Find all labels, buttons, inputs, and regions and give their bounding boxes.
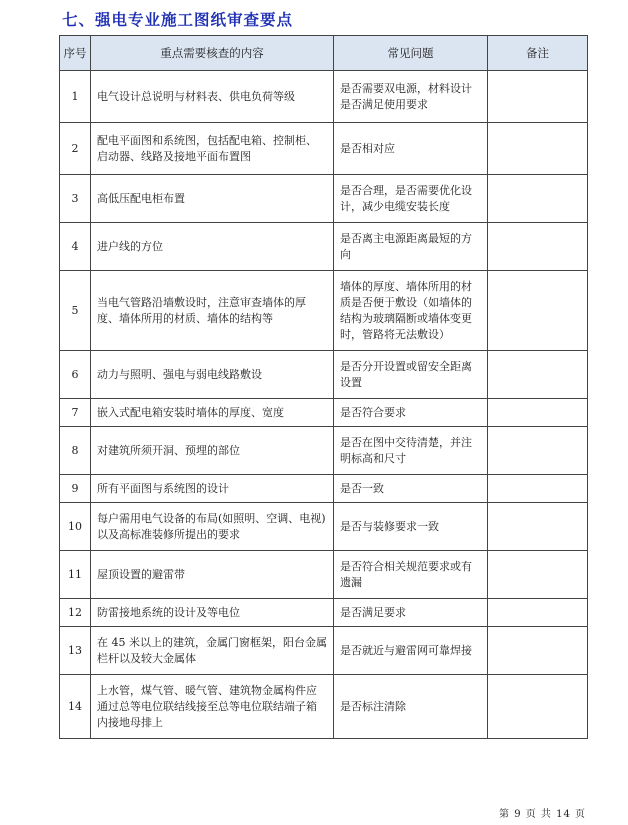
check-item: 防雷接地系统的设计及等电位 <box>91 599 334 627</box>
common-issue: 是否离主电源距离最短的方向 <box>334 223 488 271</box>
remark-cell <box>488 351 588 399</box>
header-item: 重点需要核查的内容 <box>91 36 334 71</box>
table-row <box>60 551 588 599</box>
row-number: 2 <box>60 123 91 175</box>
remark-cell <box>488 223 588 271</box>
table-row <box>60 599 588 627</box>
table-row <box>60 351 588 399</box>
header-issue: 常见问题 <box>334 36 488 71</box>
table-row <box>60 123 588 175</box>
section-title: 七、强电专业施工图纸审查要点 <box>62 11 294 29</box>
check-item: 高低压配电柜布置 <box>91 175 334 223</box>
common-issue: 是否合理，是否需要优化设计，减少电缆安装长度 <box>334 175 488 223</box>
table-row <box>60 175 588 223</box>
row-number: 14 <box>60 675 91 739</box>
row-number: 3 <box>60 175 91 223</box>
remark-cell <box>488 627 588 675</box>
table-row <box>60 427 588 475</box>
remark-cell <box>488 475 588 503</box>
common-issue: 是否相对应 <box>334 123 488 175</box>
common-issue: 是否分开设置或留安全距离设置 <box>334 351 488 399</box>
table-row <box>60 399 588 427</box>
header-no: 序号 <box>60 36 91 71</box>
check-item: 上水管，煤气管、暖气管、建筑物金属构件应通过总等电位联结线接至总等电位联结端子箱内接地母排上 <box>91 675 334 739</box>
row-number: 4 <box>60 223 91 271</box>
table-header-row <box>60 36 588 71</box>
common-issue: 是否满足要求 <box>334 599 488 627</box>
common-issue: 是否在图中交待清楚，并注明标高和尺寸 <box>334 427 488 475</box>
common-issue: 是否就近与避雷网可靠焊接 <box>334 627 488 675</box>
check-item: 当电气管路沿墙敷设时，注意审查墙体的厚度、墙体所用的材质、墙体的结构等 <box>91 271 334 351</box>
common-issue: 是否标注清除 <box>334 675 488 739</box>
check-item: 配电平面图和系统图，包括配电箱、控制柜、启动器、线路及接地平面布置图 <box>91 123 334 175</box>
row-number: 5 <box>60 271 91 351</box>
check-item: 所有平面图与系统图的设计 <box>91 475 334 503</box>
table-row <box>60 223 588 271</box>
common-issue: 是否符合要求 <box>334 399 488 427</box>
check-item: 屋顶设置的避雷带 <box>91 551 334 599</box>
row-number: 11 <box>60 551 91 599</box>
remark-cell <box>488 427 588 475</box>
row-number: 13 <box>60 627 91 675</box>
row-number: 6 <box>60 351 91 399</box>
check-item: 每户需用电气设备的布局(如照明、空调、电视)以及高标准装修所提出的要求 <box>91 503 334 551</box>
common-issue: 是否一致 <box>334 475 488 503</box>
check-item: 动力与照明、强电与弱电线路敷设 <box>91 351 334 399</box>
header-note: 备注 <box>488 36 588 71</box>
review-table <box>59 35 588 739</box>
common-issue: 是否需要双电源，材料设计是否满足使用要求 <box>334 71 488 123</box>
row-number: 12 <box>60 599 91 627</box>
common-issue: 是否符合相关规范要求或有遗漏 <box>334 551 488 599</box>
remark-cell <box>488 503 588 551</box>
table-row <box>60 503 588 551</box>
remark-cell <box>488 675 588 739</box>
table-row <box>60 627 588 675</box>
common-issue: 是否与装修要求一致 <box>334 503 488 551</box>
table-row <box>60 271 588 351</box>
table-row <box>60 475 588 503</box>
check-item: 在 45 米以上的建筑，金属门窗框架，阳台金属栏杆以及较大金属体 <box>91 627 334 675</box>
remark-cell <box>488 123 588 175</box>
row-number: 9 <box>60 475 91 503</box>
row-number: 8 <box>60 427 91 475</box>
remark-cell <box>488 175 588 223</box>
page-number: 第 9 页 共 14 页 <box>499 809 586 820</box>
table-row <box>60 71 588 123</box>
remark-cell <box>488 551 588 599</box>
row-number: 1 <box>60 71 91 123</box>
check-item: 对建筑所须开洞、预埋的部位 <box>91 427 334 475</box>
check-item: 电气设计总说明与材料表、供电负荷等级 <box>91 71 334 123</box>
table-row <box>60 675 588 739</box>
remark-cell <box>488 71 588 123</box>
check-item: 嵌入式配电箱安装时墙体的厚度、宽度 <box>91 399 334 427</box>
row-number: 10 <box>60 503 91 551</box>
remark-cell <box>488 271 588 351</box>
remark-cell <box>488 599 588 627</box>
row-number: 7 <box>60 399 91 427</box>
remark-cell <box>488 399 588 427</box>
common-issue: 墙体的厚度、墙体所用的材质是否便于敷设（如墙体的结构为玻璃隔断或墙体变更时，管路将无法敷设） <box>334 271 488 351</box>
check-item: 进户线的方位 <box>91 223 334 271</box>
